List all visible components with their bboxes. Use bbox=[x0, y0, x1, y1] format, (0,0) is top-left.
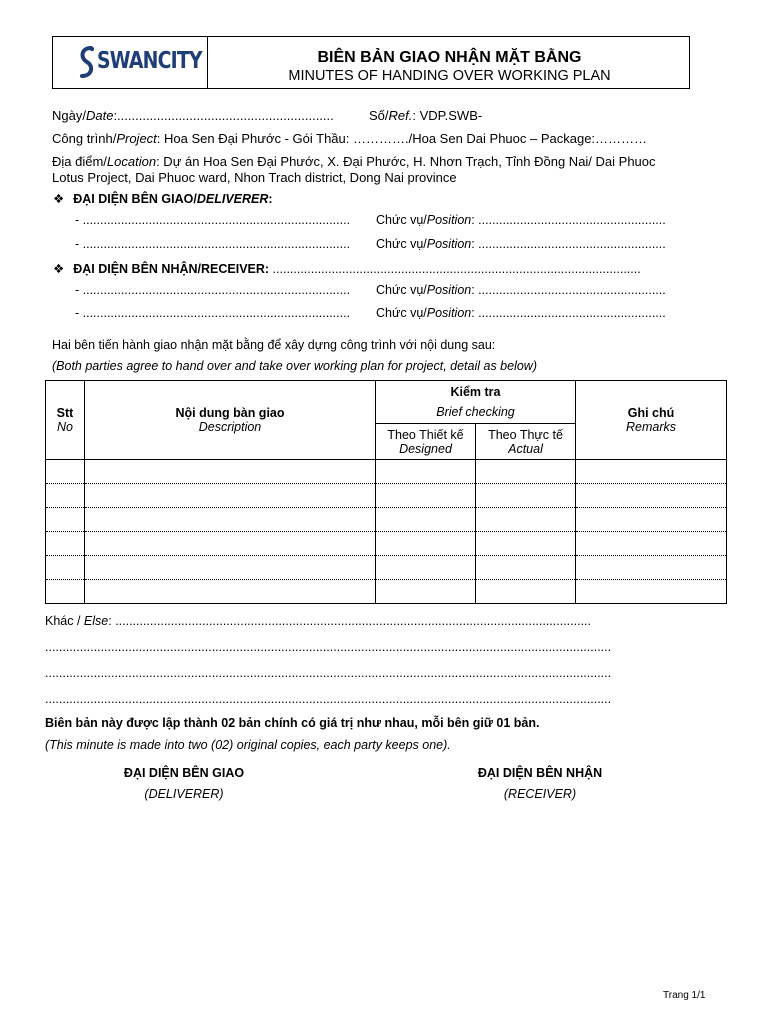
deliverer-position-field: : ...................................................... bbox=[471, 237, 666, 251]
col-header-brief-checking: Kiểm tra Brief checking bbox=[376, 381, 576, 424]
table-cell[interactable] bbox=[46, 484, 85, 508]
table-row bbox=[46, 460, 727, 484]
project-value: : Hoa Sen Đại Phước - Gói Thầu: …………./Hoa Sen Dai Phuoc – Package:………… bbox=[156, 131, 648, 146]
project-label: Công trình/ bbox=[52, 131, 117, 146]
table-cell[interactable] bbox=[85, 508, 376, 532]
receiver-name-field: - ............................................................................. bbox=[75, 306, 351, 320]
table-cell[interactable] bbox=[85, 484, 376, 508]
table-cell[interactable] bbox=[46, 460, 85, 484]
project-label-en: Project bbox=[116, 131, 157, 146]
table-cell[interactable] bbox=[376, 556, 476, 580]
ref-line bbox=[369, 108, 482, 123]
swan-logo-icon bbox=[77, 45, 97, 79]
receiver-position-field: : ...................................................... bbox=[471, 283, 666, 297]
else-dots-line: ................................................................................................................................................................... bbox=[45, 692, 612, 706]
location-value-line1: : Dự án Hoa Sen Đại Phước, X. Đại Phước, H. Nhơn Trạch, Tỉnh Đồng Nai/ Dai Phuoc bbox=[156, 154, 656, 169]
else-line: Khác / Else: ......................................................................................................................................... bbox=[45, 614, 591, 628]
col-header-designed: Theo Thiết kế Designed bbox=[376, 424, 476, 460]
table-cell[interactable] bbox=[85, 460, 376, 484]
table-cell[interactable] bbox=[46, 580, 85, 604]
date-field: :............................................................ bbox=[113, 108, 334, 123]
table-cell[interactable] bbox=[85, 556, 376, 580]
receiver-signature-subtitle: (RECEIVER) bbox=[503, 787, 577, 801]
receiver-row-1: - ............................................................................. Chức vụ/Position: ...................................................... bbox=[75, 283, 666, 297]
table-cell[interactable] bbox=[376, 532, 476, 556]
table-cell[interactable] bbox=[46, 508, 85, 532]
table-cell[interactable] bbox=[85, 580, 376, 604]
table-row bbox=[46, 580, 727, 604]
receiver-position-field: : ...................................................... bbox=[471, 306, 666, 320]
table-cell[interactable] bbox=[576, 484, 727, 508]
table-cell[interactable] bbox=[46, 532, 85, 556]
col-header-description: Nội dung bàn giao Description bbox=[85, 381, 376, 460]
table-cell[interactable] bbox=[476, 580, 576, 604]
location-line bbox=[52, 154, 656, 169]
table-cell[interactable] bbox=[85, 532, 376, 556]
else-dots-line: ................................................................................................................................................................... bbox=[45, 666, 612, 680]
diamond-bullet-icon: ❖ bbox=[53, 192, 65, 206]
table-cell[interactable] bbox=[376, 508, 476, 532]
table-cell[interactable] bbox=[576, 508, 727, 532]
table-row bbox=[46, 484, 727, 508]
table-row bbox=[46, 556, 727, 580]
location-label-en: Location bbox=[106, 154, 157, 169]
deliverer-row-1: - ............................................................................. Chức vụ/Position: ...................................................... bbox=[75, 213, 666, 227]
ref-label: Số/ bbox=[369, 108, 389, 123]
receiver-signature-title: ĐẠI DIỆN BÊN NHẬN bbox=[477, 766, 603, 780]
deliverer-name-field: - ............................................................................. bbox=[75, 213, 351, 227]
deliverer-position-field: : ...................................................... bbox=[471, 213, 666, 227]
else-field: : ......................................................................................................................................... bbox=[108, 614, 591, 628]
table-cell[interactable] bbox=[476, 508, 576, 532]
header-box bbox=[52, 36, 690, 89]
deliverer-signature-title: ĐẠI DIỆN BÊN GIAO bbox=[123, 766, 245, 780]
location-label: Địa điểm/ bbox=[52, 154, 107, 169]
receiver-name-field: - ............................................................................. bbox=[75, 283, 351, 297]
deliverer-signature-subtitle: (DELIVERER) bbox=[144, 787, 224, 801]
receiver-heading: ❖ ĐẠI DIỆN BÊN NHẬN/RECEIVER: .......................................................................................................... bbox=[53, 262, 641, 276]
closing-text-vi: Biên bản này được lập thành 02 bản chính có giá trị như nhau, mỗi bên giữ 01 bản. bbox=[45, 716, 540, 730]
table-cell[interactable] bbox=[376, 460, 476, 484]
handover-table bbox=[45, 380, 727, 604]
title-english: MINUTES OF HANDING OVER WORKING PLAN bbox=[288, 68, 611, 84]
col-header-stt: Stt No bbox=[46, 381, 85, 460]
agreement-text-vi: Hai bên tiến hành giao nhận mặt bằng để xây dựng công trình với nội dung sau: bbox=[52, 338, 496, 352]
table-row bbox=[46, 532, 727, 556]
table-row bbox=[46, 508, 727, 532]
table-cell[interactable] bbox=[576, 580, 727, 604]
logo-text: SWANCITY bbox=[97, 48, 202, 74]
agreement-text-en: (Both parties agree to hand over and take over working plan for project, detail as below) bbox=[52, 359, 537, 373]
deliverer-row-2: - ............................................................................. Chức vụ/Position: ...................................................... bbox=[75, 237, 666, 251]
page-number: Trang 1/1 bbox=[663, 990, 706, 1001]
diamond-bullet-icon: ❖ bbox=[53, 262, 65, 276]
deliverer-heading: ❖ ĐẠI DIỆN BÊN GIAO/DELIVERER: bbox=[53, 192, 273, 206]
table-cell[interactable] bbox=[576, 460, 727, 484]
logo-cell bbox=[53, 37, 208, 88]
project-line bbox=[52, 131, 647, 146]
ref-value: : VDP.SWB- bbox=[412, 108, 483, 123]
location-value-line2: Lotus Project, Dai Phuoc ward, Nhon Trach district, Dong Nai province bbox=[52, 170, 457, 185]
table-cell[interactable] bbox=[576, 532, 727, 556]
col-header-remarks: Ghi chú Remarks bbox=[576, 381, 727, 460]
receiver-row-2: - ............................................................................. Chức vụ/Position: ...................................................... bbox=[75, 306, 666, 320]
table-cell[interactable] bbox=[376, 580, 476, 604]
col-header-actual: Theo Thực tế Actual bbox=[476, 424, 576, 460]
table-cell[interactable] bbox=[46, 556, 85, 580]
table-cell[interactable] bbox=[476, 556, 576, 580]
date-line bbox=[52, 108, 334, 123]
table-cell[interactable] bbox=[476, 532, 576, 556]
date-label: Ngày/ bbox=[52, 108, 86, 123]
deliverer-name-field: - ............................................................................. bbox=[75, 237, 351, 251]
table-cell[interactable] bbox=[476, 484, 576, 508]
closing-text-en: (This minute is made into two (02) original copies, each party keeps one). bbox=[45, 738, 451, 752]
table-cell[interactable] bbox=[476, 460, 576, 484]
table-cell[interactable] bbox=[376, 484, 476, 508]
table-cell[interactable] bbox=[576, 556, 727, 580]
table-body bbox=[46, 460, 727, 604]
else-dots-line: ................................................................................................................................................................... bbox=[45, 640, 612, 654]
ref-label-en: Ref. bbox=[388, 108, 413, 123]
title-vietnamese: BIÊN BẢN GIAO NHẬN MẶT BẰNG bbox=[317, 49, 582, 66]
date-label-en: Date bbox=[85, 108, 114, 123]
